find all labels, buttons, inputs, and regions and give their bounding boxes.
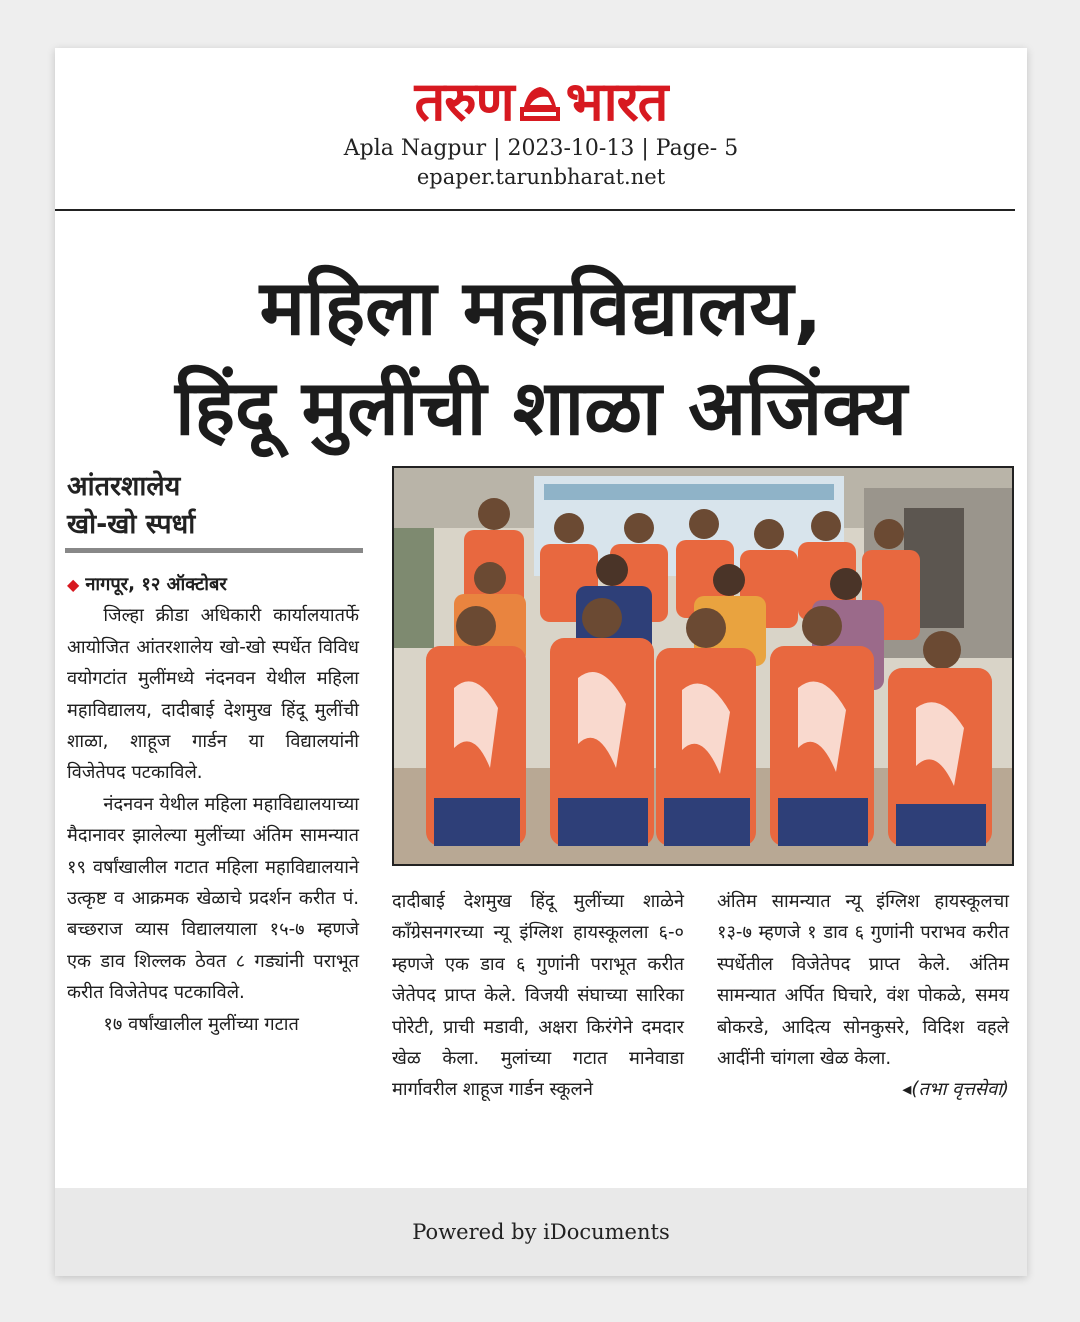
subhead-line-2: खो-खो स्पर्धा [67,509,196,540]
epaper-page [55,48,1027,1276]
footer [55,1188,1027,1276]
site-url[interactable]: epaper.tarunbharat.net [416,165,666,189]
article-column-3 [717,886,1009,1106]
paragraph-4: दादीबाई देशमुख हिंदू मुलींच्या शाळेने काँग्रेसनगरच्या न्यू इंग्लिश हायस्कूलला ६-० म्हणजे एक डाव ६ गुणांनी पराभूत करीत जेतेपद प्राप्त केले. विजयी संघाच्या सारिका पोरेटी, प्राची मडावी, अक्षरा किरंगेने दमदार खेळ केला. मुलांच्या गटात मानेवाडा मार्गावरील शाहूज गार्डन स्कूलने [392,891,684,1101]
article-column-1 [67,569,359,1040]
newspaper-logo[interactable] [415,72,668,132]
subhead-divider [65,548,363,553]
team-photo-illustration [394,468,1012,864]
lamp-emblem-icon [518,81,562,123]
powered-by-link[interactable]: Powered by iDocuments [412,1220,670,1244]
masthead [55,72,1027,190]
logo-text-left: तरुण [414,70,514,133]
front-row-legs [434,798,986,846]
dateline-paragraph [67,569,359,600]
team-photo [392,466,1014,866]
article-column-2 [392,886,684,1106]
subheadline [67,468,362,544]
headline-line-2: हिंदू मुलींची शाळा अजिंक्य [174,363,908,452]
paragraph-1: जिल्हा क्रीडा अधिकारी कार्यालयातर्फे आयोजित आंतरशालेय खो-खो स्पर्धेत विविध वयोगटांत मुलींमध्ये नंदनवन येथील महिला महाविद्यालय, दादीबाई देशमुख हिंदू मुलींची शाळा, शाहूज गार्डन या विद्यालयांनी विजेतेपद पटकाविले. [67,605,359,784]
diamond-bullet-icon: ◆ [67,575,80,594]
paragraph-5: अंतिम सामन्यात न्यू इंग्लिश हायस्कूलचा १३-७ म्हणजे १ डाव ६ गुणांनी पराभव करीत स्पर्धेतील विजेतेपद प्राप्त केले. अंतिम सामन्यात अर्पित घिचारे, वंश पोकळे, समय बोकरडे, आदित्य सोनकुसरे, विदिश वहले आदींनी चांगला खेळ केला. [717,891,1009,1070]
subhead-line-1: आंतरशालेय [67,471,181,502]
headline [55,258,1027,458]
logo-text-right: भारत [565,70,668,133]
dateline: नागपूर, १२ ऑक्टोबर [85,574,227,595]
news-credit: ◂(तभा वृत्तसेवा) [902,1079,1009,1101]
paragraph-2: नंदनवन येथील महिला महाविद्यालयाच्या मैदानावर झालेल्या मुलींच्या अंतिम सामन्यात १९ वर्षांखालील गटात महिला महाविद्यालयाने उत्कृष्ट व आक्रमक खेळाचे प्रदर्शन करीत पं. बच्छराज व्यास विद्यालयाला १५-७ म्हणजे एक डाव शिल्लक ठेवत ८ गड्यांनी पराभूत करीत विजेतेपद पटकाविले. [67,793,359,1004]
edition-meta: Apla Nagpur | 2023-10-13 | Page- 5 [343,136,739,161]
masthead-divider [55,209,1015,211]
paragraph-3: १७ वर्षांखालील मुलींच्या गटात [103,1013,299,1035]
headline-line-1: महिला महाविद्यालय, [259,263,823,352]
